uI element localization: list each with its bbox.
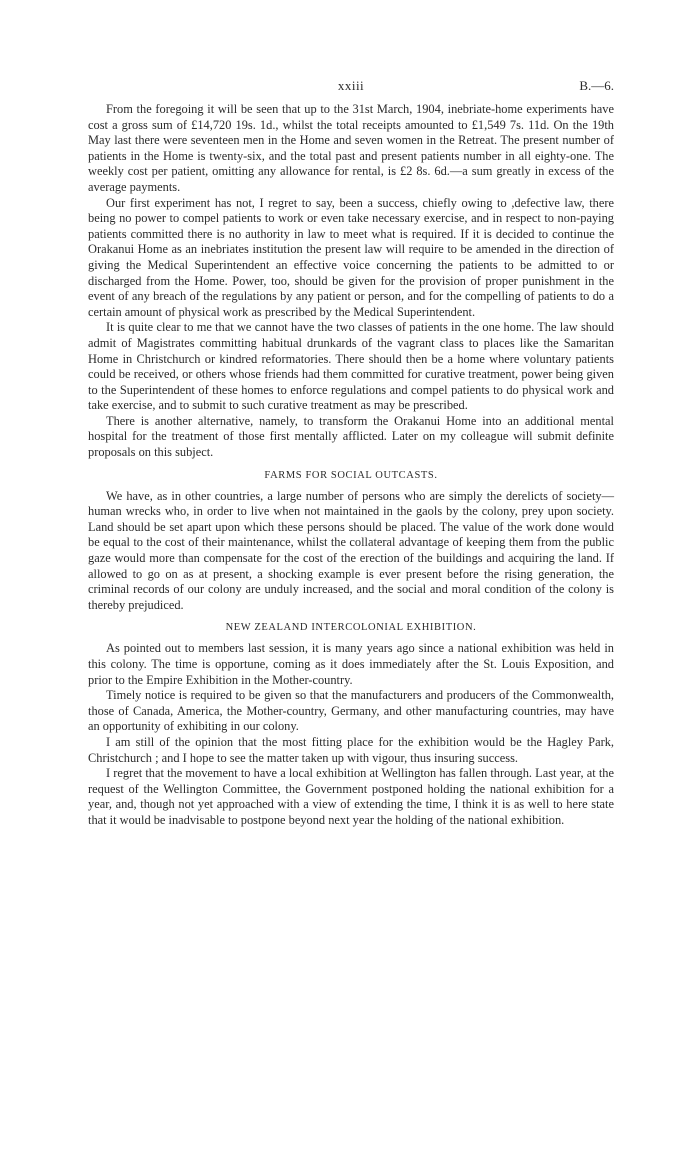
paragraph-hagley-park: I am still of the opinion that the most fitting place for the exhibition would be the Hagley Park, Christchurch ; and I hope to see the matter taken up with vigour, thus insuring success.	[88, 734, 614, 765]
page-header	[88, 78, 614, 98]
page-number: xxiii	[337, 78, 365, 93]
body-text	[88, 102, 614, 829]
heading-intercolonial-exhibition: NEW ZEALAND INTERCOLONIAL EXHIBITION.	[225, 622, 477, 634]
paragraph-national-exhibition: As pointed out to members last session, it is many years ago since a national exhibition was held in this colony. The time is opportune, coming as it does immediately after the St. Louis Exposition, and prior to the Empire Exhibition in the Mother-country.	[88, 641, 614, 687]
paragraph-derelicts: We have, as in other countries, a large number of persons who are simply the derelicts of society—human wrecks who, in order to live when not maintained in the gaols by the colony, prey upon society. Land should be set apart upon which these persons should be placed. The value of the work done would be equal to the cost of their maintenance, whilst the collateral advantage of keeping them from the public gaze would more than compensate for the cost of the erection of the buildings and acquiring the land. If allowed to go on as at present, a shocking example is ever present before the rising generation, the criminal records of our colony are unduly increased, and the social and moral condition of the colony is thereby prejudiced.	[88, 488, 614, 612]
paragraph-wellington: I regret that the movement to have a local exhibition at Wellington has fallen through. Last year, at the request of the Wellington Committee, the Government postponed holding the national exhibition for a year, and, though not yet approached with a view of extending the time, I think it is as well to here state that it would be inadvisable to postpone beyond next year the holding of the national exhibition.	[88, 766, 614, 827]
paragraph-first-experiment: Our first experiment has not, I regret to say, been a success, chiefly owing to ,defective law, there being no power to compel patients to work or even take necessary exercise, and in respect to non-paying patients committed there is no authority in law to meet what is required. If it is decided to continue the Orakanui Home as an inebriates institution the present law will require to be amended in the direction of giving the Medical Superintendent an effective voice concerning the patients to be admitted to or discharged from the Home. Power, too, should be given for the provision of proper punishment in the event of any breach of the regulations by any patient or person, and for the compelling of patients to do a certain amount of physical work as prescribed by the Medical Superintendent.	[88, 195, 614, 319]
document-reference: B.—6.	[579, 78, 614, 93]
paragraph-timely-notice: Timely notice is required to be given so that the manufacturers and producers of the Commonwealth, those of Canada, America, the Mother-country, Germany, and other manufacturing countries, may have an opportunity of exhibiting in our colony.	[88, 688, 614, 734]
heading-farms-for-social-outcasts: FARMS FOR SOCIAL OUTCASTS.	[264, 469, 438, 481]
paragraph-costs: From the foregoing it will be seen that up to the 31st March, 1904, inebriate-home experiments have cost a gross sum of £14,720 19s. 1d., whilst the total receipts amounted to £1,549 7s. 11d. On the 19th May last there were seventeen men in the Home and seven women in the Retreat. The present number of patients in the Home is twenty-six, and the total past and present patients number in all eighty-one. The weekly cost per patient, omitting any allowance for rental, is £2 8s. 6d.—a sum greatly in excess of the average payments.	[88, 102, 614, 194]
paragraph-alternative: There is another alternative, namely, to transform the Orakanui Home into an additional mental hospital for the treatment of those first mentally afflicted. Later on my colleague will submit definite proposals on this subject.	[88, 413, 614, 460]
paragraph-two-classes: It is quite clear to me that we cannot have the two classes of patients in the one home. The law should admit of Magistrates committing habitual drunkards of the vagrant class to places like the Samaritan Home in Christchurch or kindred reformatories. There should then be a home where voluntary patients could be received, or others whose friends had them committed for curative treatment, power being given to the Superintendent of these homes to enforce regulations and compel patients to do physical work and take exercise, and to submit to such curative treatment as may be prescribed.	[88, 320, 614, 413]
